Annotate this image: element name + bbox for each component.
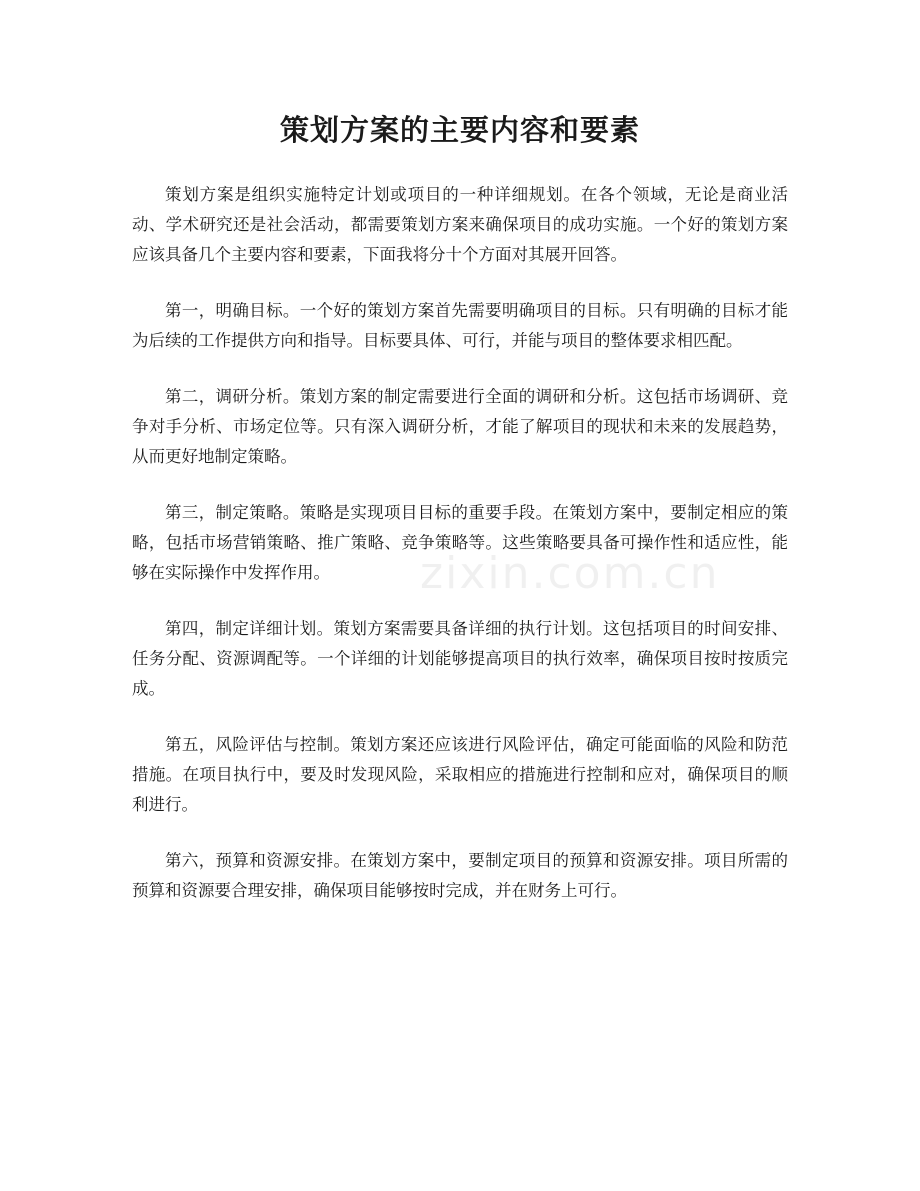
paragraph-plan: 第四，制定详细计划。策划方案需要具备详细的执行计划。这包括项目的时间安排、任务分配、资源调配等。一个详细的计划能够提高项目的执行效率，确保项目按时按质完成。 (132, 619, 788, 698)
paragraph-intro: 策划方案是组织实施特定计划或项目的一种详细规划。在各个领域，无论是商业活动、学术研究还是社会活动，都需要策划方案来确保项目的成功实施。一个好的策划方案应该具备几个主要内容和要素，下面我将分十个方面对其展开回答。 (132, 185, 788, 264)
watermark: zixin.com.cn (420, 548, 720, 599)
paragraph-goal: 第一，明确目标。一个好的策划方案首先需要明确项目的目标。只有明确的目标才能为后续的工作提供方向和指导。目标要具体、可行，并能与项目的整体要求相匹配。 (132, 301, 788, 350)
paragraph-research: 第二，调研分析。策划方案的制定需要进行全面的调研和分析。这包括市场调研、竞争对手分析、市场定位等。只有深入调研分析，才能了解项目的现状和未来的发展趋势，从而更好地制定策略。 (132, 387, 788, 466)
paragraph-risk: 第五，风险评估与控制。策划方案还应该进行风险评估，确定可能面临的风险和防范措施。在项目执行中，要及时发现风险，采取相应的措施进行控制和应对，确保项目的顺利进行。 (132, 735, 788, 814)
paragraph-strategy: 第三，制定策略。策略是实现项目目标的重要手段。在策划方案中，要制定相应的策略，包括市场营销策略、推广策略、竞争策略等。这些策略要具备可操作性和适应性，能够在实际操作中发挥作用。 (132, 503, 788, 582)
paragraph-budget: 第六，预算和资源安排。在策划方案中，要制定项目的预算和资源安排。项目所需的预算和资源要合理安排，确保项目能够按时完成，并在财务上可行。 (132, 851, 788, 900)
document-title: 策划方案的主要内容和要素 (279, 113, 640, 147)
document-body (132, 180, 788, 932)
